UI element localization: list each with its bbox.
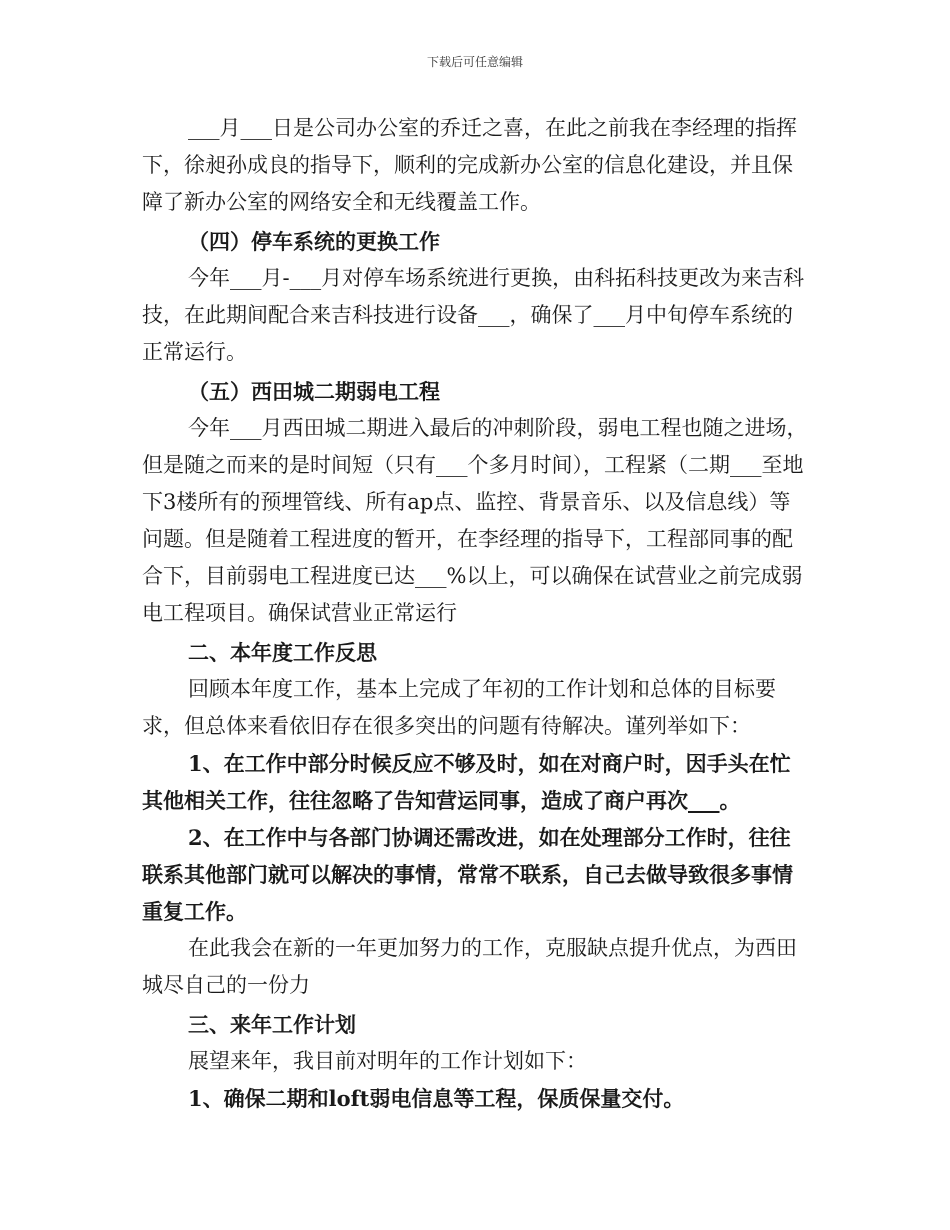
section-heading-phase2: （五）西田城二期弱电工程 — [188, 379, 440, 404]
paragraph-commitment: 在此我会在新的一年更加努力的工作，克服缺点提升优点，为西田城尽自己的一份力 — [142, 936, 797, 997]
section-heading-plan: 三、来年工作计划 — [188, 1012, 356, 1037]
paragraph-reflection-intro: 回顾本年度工作，基本上完成了年初的工作计划和总体的目标要求，但总体来看依旧存在很多突出的问题有待解决。谨列举如下： — [142, 677, 776, 738]
document-body — [142, 110, 810, 1117]
reflection-item-1: 1、在工作中部分时候反应不够及时，如在对商户时，因手头在忙其他相关工作，往往忽略了告知营运同事，造成了商户再次___。 — [142, 751, 791, 813]
page-header: 下载后可任意编辑 — [426, 55, 523, 69]
section-heading-parking: （四）停车系统的更换工作 — [188, 229, 440, 254]
paragraph-phase2: 今年___月西田城二期进入最后的冲刺阶段，弱电工程也随之进场，但是随之而来的是时间短（只有___个多月时间），工程紧（二期___至地下3楼所有的预埋管线、所有ap点、监控、背景音乐、以及信息线）等问题。但是随着工程进度的暂开，在李经理的指导下，工程部同事的配合下，目前弱电工程进度已达___%以上，可以确保在试营业之前完成弱电工程项目。确保试营业正常运行 — [142, 416, 808, 625]
reflection-item-2: 2、在工作中与各部门协调还需改进，如在处理部分工作时，往往联系其他部门就可以解决的事情，常常不联系，自己去做导致很多事情重复工作。 — [142, 825, 793, 924]
paragraph-parking: 今年___月-___月对停车场系统进行更换，由科拓科技更改为来吉科技，在此期间配合来吉科技进行设备___，确保了___月中旬停车系统的正常运行。 — [142, 266, 805, 364]
paragraph-office-move: ___月___日是公司办公室的乔迁之喜，在此之前我在李经理的指挥下，徐昶孙成良的指导下，顺利的完成新办公室的信息化建设，并且保障了新办公室的网络安全和无线覆盖工作。 — [142, 116, 797, 214]
section-heading-reflection: 二、本年度工作反思 — [188, 640, 377, 665]
paragraph-plan-intro: 展望来年，我目前对明年的工作计划如下： — [188, 1049, 587, 1073]
plan-item-1: 1、确保二期和loft弱电信息等工程，保质保量交付。 — [188, 1086, 685, 1111]
